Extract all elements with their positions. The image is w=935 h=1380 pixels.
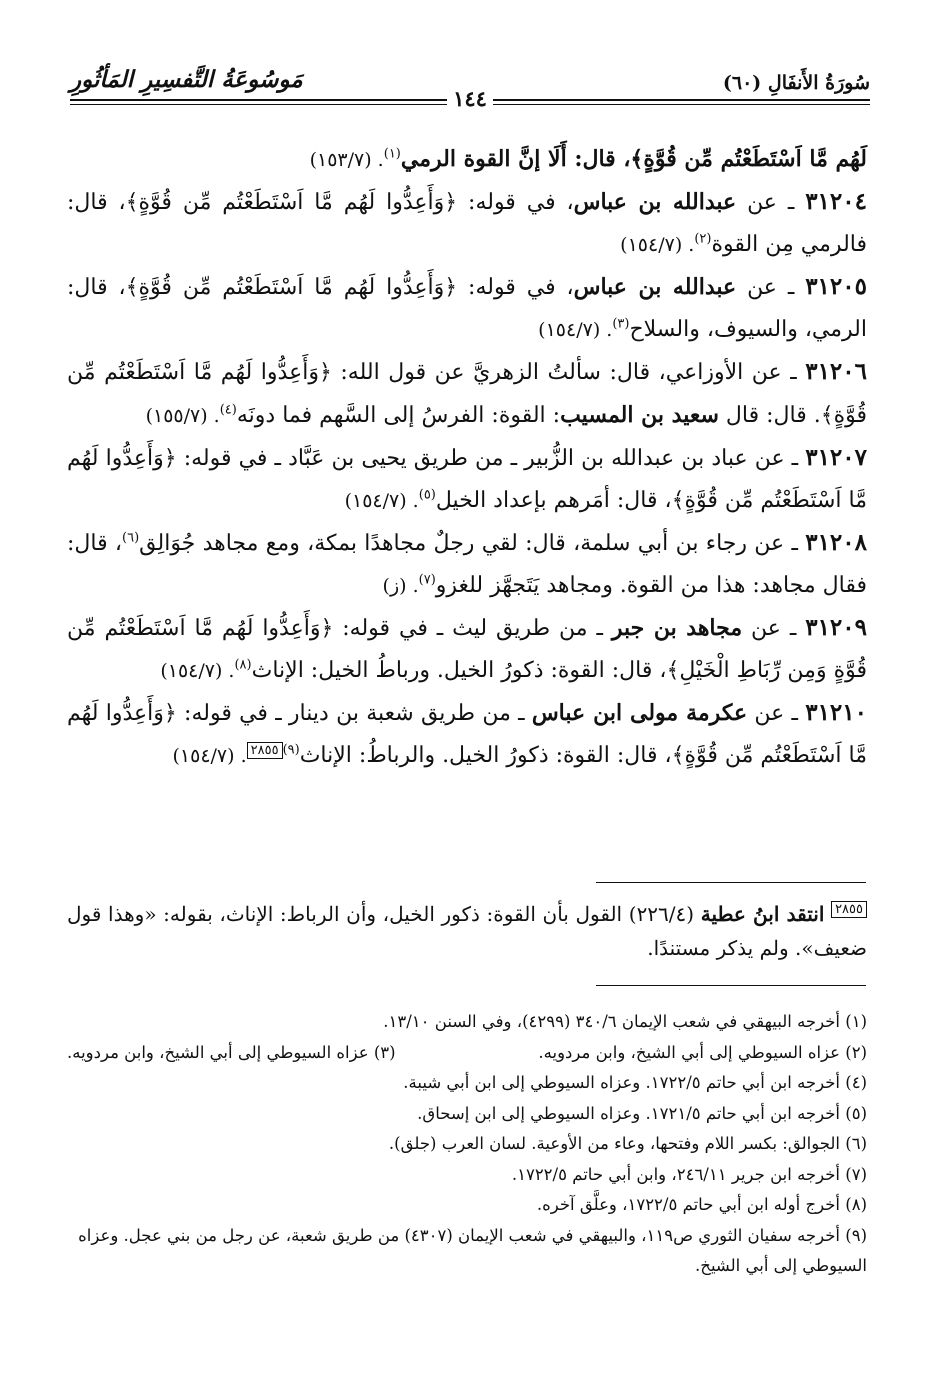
footnote: (١) أخرجه البيهقي في شعب الإيمان ٣٤٠/٦ (٤٢٩٩)، وفي السنن ١٣/١٠. xyxy=(383,1012,867,1031)
entry-31207: ٣١٢٠٧ ـ عن عباد بن عبدالله بن الزُّبير ـ من طريق يحيى بن عَبَّاد ـ في قوله: ﴿وَأَعِدُّوا لَهُم مَّا اَسْتَطَعْتُم مِّن قُوَّةٍ﴾، قال: أمَرهم بإعداد الخيل$^{(٥)}$. (١٥٤/٧) xyxy=(67,444,867,513)
footnotes-separator xyxy=(596,985,866,986)
footnotes xyxy=(67,1007,867,1282)
entry-31204: ٣١٢٠٤ ـ عن عبدالله بن عباس، في قوله: ﴿وَأَعِدُّوا لَهُم مَّا اَسْتَطَعْتُم مِّن قُوَّةٍ﴾، قال: فالرمي مِن القوة$^{(٢)}$. (١٥٤/٧) xyxy=(67,188,867,257)
surah-heading: سُورَةُ الأَنفَالِ (٦٠) xyxy=(722,72,870,94)
page-number: ١٤٤ xyxy=(410,86,530,111)
footnote: (٥) أخرجه ابن أبي حاتم ١٧٢١/٥. وعزاه السيوطي إلى ابن إسحاق. xyxy=(417,1103,867,1123)
footnote: (٧) أخرجه ابن جرير ٢٤٦/١١، وابن أبي حاتم ١٧٢٢/٥. xyxy=(511,1164,867,1184)
commentary-marker: ٢٨٥٥ xyxy=(247,742,283,759)
commentary-number: ٢٨٥٥ xyxy=(831,901,867,918)
commentary-separator xyxy=(596,882,866,883)
footnote: (٩) أخرجه سفيان الثوري ص١١٩، والبيهقي في شعب الإيمان (٤٣٠٧) من طريق شعبة، عن رجل من بني عجل. وعزاه السيوطي إلى أبي الشيخ. xyxy=(78,1225,867,1275)
entry-31210: ٣١٢١٠ ـ عن عكرمة مولى ابن عباس ـ من طريق شعبة بن دينار ـ في قوله: ﴿وَأَعِدُّوا لَهُم مَّا اَسْتَطَعْتُم مِّن قُوَّةٍ﴾، قال: القوة: ذكورُ الخيل. والرباطُ: الإناث$^{(٩)٢٨٥٥}$. (١٥٤/٧) xyxy=(67,699,867,768)
footnote: (٦) الجوالق: بكسر اللام وفتحها، وعاء من الأوعية. لسان العرب (جلق). xyxy=(388,1134,867,1153)
footnote: (٤) أخرجه ابن أبي حاتم ١٧٢٢/٥. وعزاه السيوطي إلى ابن أبي شيبة. xyxy=(403,1073,867,1092)
footnote: (٣) عزاه السيوطي إلى أبي الشيخ، وابن مردويه. xyxy=(67,1042,396,1062)
entry-continuation: لَهُم مَّا اَسْتَطَعْتُم مِّن قُوَّةٍ﴾، قال: أَلَا إنَّ القوة الرمي$^{(١)}$. (١٥٣/٧) xyxy=(309,146,867,172)
footnote: (٨) أخرج أوله ابن أبي حاتم ١٧٢٢/٥، وعلَّق آخره. xyxy=(536,1195,867,1214)
commentary: $^{٢٨٥٥}$ انتقد ابنُ عطية (٢٢٦/٤) القول بأن القوة: ذكور الخيل، وأن الرباط: الإناث، بقوله: «وهذا قول ضعيف». ولم يذكر مستندًا. xyxy=(67,902,867,960)
entry-31206: ٣١٢٠٦ ـ عن الأوزاعي، قال: سألتُ الزهريَّ عن قول الله: ﴿وَأَعِدُّوا لَهُم مَّا اَسْتَطَعْتُم مِّن قُوَّةٍ﴾. قال: قال سعيد بن المسيب: القوة: الفرسُ إلى السَّهم فما دونَه$^{(٤)}$. (١٥٥/٧) xyxy=(67,358,867,428)
entry-31208: ٣١٢٠٨ ـ عن رجاء بن أبي سلمة، قال: لقي رجلٌ مجاهدًا بمكة، ومع مجاهد جُوَالِق$^{(٦)}$، قال: فقال مجاهد: هذا من القوة. ومجاهد يَتَجهَّز للغزو$^{(٧)}$. (ز) xyxy=(67,529,867,598)
footnote: (٢) عزاه السيوطي إلى أبي الشيخ، وابن مردويه. xyxy=(538,1042,867,1062)
entry-31205: ٣١٢٠٥ ـ عن عبدالله بن عباس، في قوله: ﴿وَأَعِدُّوا لَهُم مَّا اَسْتَطَعْتُم مِّن قُوَّةٍ﴾، قال: الرمي، والسيوف، والسلاح$^{(٣)}$. (١٥٤/٧) xyxy=(67,273,867,342)
entry-31209: ٣١٢٠٩ ـ عن مجاهد بن جبر ـ من طريق ليث ـ في قوله: ﴿وَأَعِدُّوا لَهُم مَّا اَسْتَطَعْتُم مِّن قُوَّةٍ وَمِن رِّبَاطِ الْخَيْلِ﴾، قال: القوة: ذكورُ الخيل. ورباطُ الخيل: الإناث$^{(٨)}$. (١٥٤/٧) xyxy=(67,614,867,683)
main-text xyxy=(67,138,867,777)
running-header xyxy=(70,62,870,110)
book-title: مَوسُوعَةُ التَّفسِيرِ المَأثُورِ xyxy=(70,66,303,93)
footnote-row xyxy=(67,1038,867,1069)
